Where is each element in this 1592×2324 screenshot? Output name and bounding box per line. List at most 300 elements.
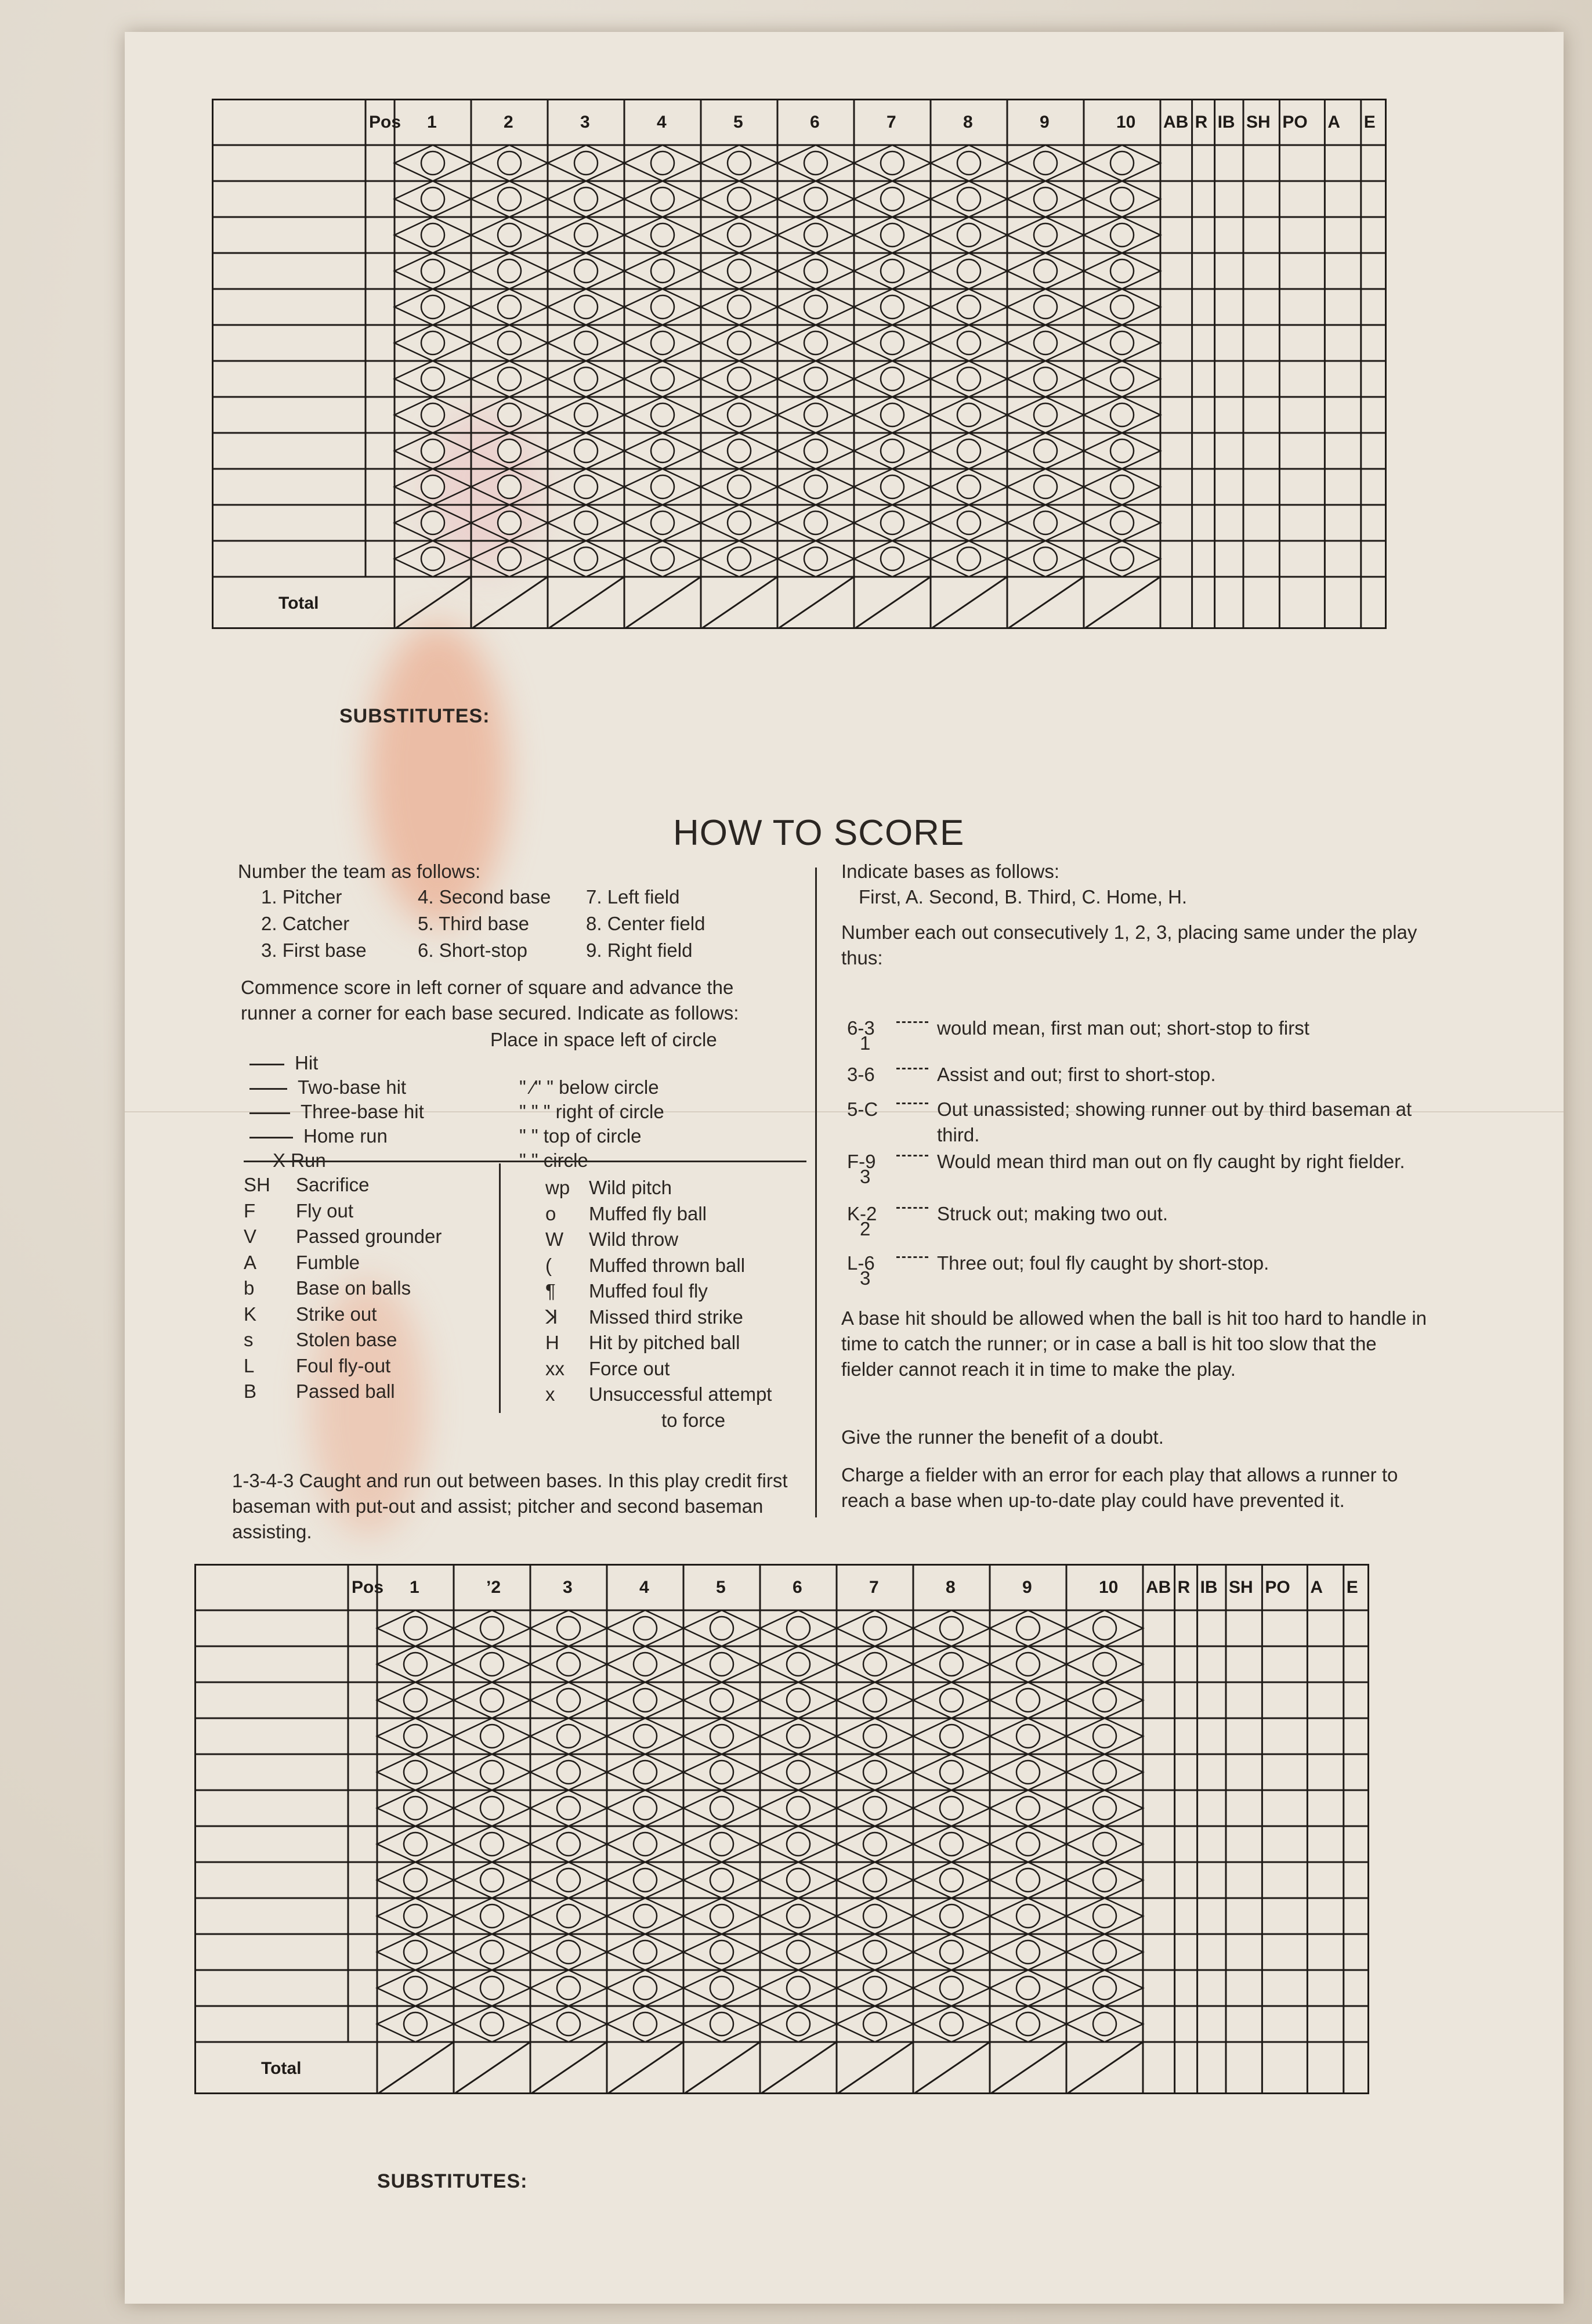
abbrev-meaning: Muffed foul fly — [589, 1280, 708, 1302]
position-item: 4. Second base — [418, 886, 551, 908]
stat-header: IB — [1200, 1578, 1218, 1597]
play-circle — [1034, 511, 1057, 534]
play-circle — [710, 1976, 733, 2000]
play-circle — [404, 1976, 427, 2000]
play-circle — [804, 403, 827, 427]
stat-header: E — [1346, 1578, 1358, 1597]
play-circle — [1093, 1653, 1116, 1676]
example-dashes — [896, 1155, 928, 1156]
play-circle — [480, 1976, 504, 2000]
play-circle — [863, 1940, 887, 1964]
play-circle — [634, 1833, 657, 1856]
hit-header-right: Place in space left of circle — [490, 1029, 717, 1050]
stat-header: PO — [1282, 113, 1308, 132]
bases-list: First, A. Second, B. Third, C. Home, H. — [859, 886, 1188, 908]
play-circle — [651, 223, 674, 247]
play-circle — [1110, 367, 1134, 391]
play-circle — [710, 1833, 733, 1856]
inning-header: 7 — [887, 113, 896, 132]
play-circle — [1093, 1976, 1116, 2000]
stat-header: E — [1363, 113, 1376, 132]
play-circle — [940, 1797, 963, 1820]
play-circle — [404, 1689, 427, 1712]
substitutes-label-bottom: SUBSTITUTES: — [377, 2170, 528, 2192]
play-circle — [728, 331, 751, 355]
play-circle — [574, 547, 598, 570]
abbrev-code: o — [545, 1202, 556, 1224]
position-item: 1. Pitcher — [261, 886, 342, 908]
play-circle — [957, 511, 980, 534]
play-circle — [1034, 547, 1057, 570]
play-circle — [1093, 1689, 1116, 1712]
abbrev-code: A — [244, 1251, 257, 1273]
play-circle — [940, 1904, 963, 1928]
play-circle — [787, 1617, 810, 1640]
play-circle — [940, 1653, 963, 1676]
play-circle — [1016, 1653, 1040, 1676]
play-circle — [787, 1689, 810, 1712]
play-circle — [728, 439, 751, 462]
play-circle — [728, 547, 751, 570]
play-circle — [498, 187, 521, 211]
play-circle — [787, 1904, 810, 1928]
play-circle — [480, 1904, 504, 1928]
play-circle — [634, 1761, 657, 1784]
play-circle — [480, 1833, 504, 1856]
inning-header: 2 — [504, 113, 513, 132]
play-circle — [1034, 259, 1057, 283]
inning-header: 9 — [1022, 1578, 1032, 1597]
play-circle — [804, 439, 827, 462]
play-circle — [1110, 547, 1134, 570]
play-circle — [1093, 1725, 1116, 1748]
play-circle — [940, 1940, 963, 1964]
play-circle — [1110, 223, 1134, 247]
play-circle — [651, 439, 674, 462]
stat-header: IB — [1217, 113, 1235, 132]
total-diagonal — [454, 2042, 530, 2094]
play-circle — [651, 547, 674, 570]
play-circle — [634, 1940, 657, 1964]
play-circle — [574, 295, 598, 319]
play-circle — [710, 1868, 733, 1892]
caught-note: 1-3-4-3 Caught and run out between bases. In this play credit first baseman with put-out and assist; pitcher and second baseman assisting. — [232, 1470, 788, 1542]
play-circle — [1016, 1833, 1040, 1856]
play-circle — [804, 223, 827, 247]
play-circle — [940, 1833, 963, 1856]
play-circle — [557, 1617, 580, 1640]
inning-header: 4 — [657, 113, 667, 132]
position-item: 2. Catcher — [261, 913, 350, 934]
play-circle — [728, 511, 751, 534]
abbrev-meaning: Unsuccessful attempt — [589, 1383, 772, 1405]
play-circle — [404, 1868, 427, 1892]
play-circle — [1016, 1689, 1040, 1712]
stat-header: R — [1195, 113, 1208, 132]
position-item: 6. Short-stop — [418, 939, 527, 961]
abbrev-meaning: Force out — [589, 1357, 670, 1379]
inning-header: 5 — [733, 113, 743, 132]
play-circle — [957, 403, 980, 427]
abbrev-meaning: Muffed thrown ball — [589, 1254, 746, 1276]
abbrev-code: wp — [545, 1177, 570, 1198]
example-code: 5-C — [847, 1098, 878, 1120]
play-circle — [574, 259, 598, 283]
play-circle — [1093, 1833, 1116, 1856]
play-circle — [787, 1653, 810, 1676]
play-circle — [557, 1797, 580, 1820]
play-circle — [787, 1797, 810, 1820]
play-circle — [863, 1617, 887, 1640]
inning-header: 1 — [427, 113, 437, 132]
example-code: K-2 — [847, 1203, 877, 1224]
play-circle — [574, 403, 598, 427]
play-circle — [634, 1904, 657, 1928]
play-circle — [557, 1940, 580, 1964]
play-circle — [863, 1761, 887, 1784]
play-circle — [1034, 475, 1057, 498]
stat-header: PO — [1265, 1578, 1290, 1597]
bases-intro: Indicate bases as follows: — [841, 861, 1060, 882]
stat-header: AB — [1163, 113, 1189, 132]
abbrev-code: b — [244, 1277, 255, 1299]
play-circle — [957, 187, 980, 211]
play-circle — [804, 547, 827, 570]
play-circle — [863, 1689, 887, 1712]
play-circle — [404, 1725, 427, 1748]
play-circle — [557, 1725, 580, 1748]
hit-type: Three-base hit — [249, 1099, 424, 1125]
commence-note: Commence score in left corner of square and advance the runner a corner for each base secured. Indicate as follows: — [241, 977, 739, 1024]
play-circle — [651, 475, 674, 498]
play-circle — [480, 1653, 504, 1676]
total-diagonal — [530, 2042, 607, 2094]
inning-header: 3 — [580, 113, 590, 132]
play-circle — [863, 1976, 887, 2000]
play-circle — [787, 1976, 810, 2000]
play-circle — [804, 259, 827, 283]
play-circle — [881, 259, 904, 283]
play-circle — [710, 1904, 733, 1928]
play-circle — [787, 1940, 810, 1964]
play-circle — [1016, 1940, 1040, 1964]
play-circle — [728, 187, 751, 211]
play-circle — [710, 1761, 733, 1784]
abbrev-meaning: Passed grounder — [296, 1226, 442, 1247]
play-circle — [940, 1689, 963, 1712]
abbrev-code: xx — [545, 1357, 565, 1379]
abbrev-code: F — [244, 1199, 256, 1221]
abbrev-meaning: Sacrifice — [296, 1174, 370, 1195]
play-circle — [881, 511, 904, 534]
play-circle — [1110, 295, 1134, 319]
play-circle — [498, 259, 521, 283]
example-code: 3-6 — [847, 1064, 875, 1085]
total-diagonal — [701, 577, 777, 629]
play-circle — [957, 475, 980, 498]
position-item: 8. Center field — [586, 913, 705, 934]
inning-header: 10 — [1116, 113, 1136, 132]
play-circle — [863, 2012, 887, 2036]
example-code: L-6 — [847, 1252, 875, 1274]
play-circle — [574, 187, 598, 211]
play-circle — [480, 1725, 504, 1748]
out-intro: Number each out consecutively 1, 2, 3, placing same under the play thus: — [841, 921, 1417, 968]
play-circle — [498, 295, 521, 319]
inning-header: 6 — [810, 113, 820, 132]
play-circle — [1093, 1617, 1116, 1640]
total-diagonal — [377, 2042, 454, 2094]
stat-header: AB — [1146, 1578, 1171, 1597]
inning-header: 1 — [410, 1578, 419, 1597]
play-circle — [574, 151, 598, 175]
inning-header: 4 — [639, 1578, 649, 1597]
abbrev-meaning: Hit by pitched ball — [589, 1332, 740, 1353]
play-circle — [957, 259, 980, 283]
abbrev-meaning: Wild throw — [589, 1228, 679, 1250]
play-circle — [1110, 439, 1134, 462]
total-diagonal — [683, 2042, 760, 2094]
inning-header: 5 — [716, 1578, 726, 1597]
play-circle — [404, 1904, 427, 1928]
play-circle — [881, 151, 904, 175]
play-circle — [728, 151, 751, 175]
example-dashes — [896, 1103, 928, 1104]
play-circle — [574, 223, 598, 247]
example-dashes — [896, 1256, 928, 1258]
play-circle — [863, 1797, 887, 1820]
inning-header: 8 — [963, 113, 973, 132]
inning-header: 8 — [946, 1578, 956, 1597]
play-circle — [421, 223, 444, 247]
play-circle — [651, 295, 674, 319]
total-diagonal — [1084, 577, 1160, 629]
play-circle — [498, 151, 521, 175]
abbrev-code: ¶ — [545, 1280, 556, 1302]
abbrev-code: s — [244, 1329, 254, 1350]
play-circle — [557, 1833, 580, 1856]
play-circle — [634, 2012, 657, 2036]
play-circle — [651, 403, 674, 427]
inning-header: 9 — [1040, 113, 1050, 132]
abbrev-code: ꓘ — [545, 1306, 558, 1328]
play-circle — [1110, 475, 1134, 498]
play-circle — [804, 151, 827, 175]
play-circle — [1034, 403, 1057, 427]
scorecard-bottom — [194, 1564, 1369, 2094]
play-circle — [957, 223, 980, 247]
play-circle — [557, 1689, 580, 1712]
scorecard-grid-bottom — [194, 1564, 1369, 2094]
play-circle — [957, 367, 980, 391]
total-diagonal — [990, 2042, 1066, 2094]
abbrev-meaning: Strike out — [296, 1303, 377, 1325]
play-circle — [1093, 1904, 1116, 1928]
total-diagonal — [395, 577, 471, 629]
play-circle — [1016, 1617, 1040, 1640]
stat-header: SH — [1246, 113, 1271, 132]
abbrev-meaning: Stolen base — [296, 1329, 397, 1350]
hit-placement: " " circle — [519, 1150, 588, 1171]
inning-header: 10 — [1099, 1578, 1119, 1597]
play-circle — [1110, 403, 1134, 427]
play-circle — [1034, 187, 1057, 211]
play-circle — [863, 1868, 887, 1892]
example-out-number: 2 — [860, 1218, 871, 1239]
play-circle — [480, 1761, 504, 1784]
play-circle — [728, 367, 751, 391]
abbrev-code: x — [545, 1383, 555, 1405]
substitutes-label-top: SUBSTITUTES: — [339, 705, 490, 727]
play-circle — [1016, 2012, 1040, 2036]
hit-type: X Run — [273, 1150, 326, 1171]
play-circle — [804, 475, 827, 498]
play-circle — [881, 475, 904, 498]
stat-header: R — [1177, 1578, 1191, 1597]
play-circle — [574, 475, 598, 498]
inning-header: ’2 — [486, 1578, 501, 1597]
play-circle — [957, 295, 980, 319]
play-circle — [1110, 511, 1134, 534]
play-circle — [881, 295, 904, 319]
play-circle — [863, 1904, 887, 1928]
total-diagonal — [624, 577, 701, 629]
play-circle — [881, 547, 904, 570]
play-circle — [787, 1725, 810, 1748]
play-circle — [728, 259, 751, 283]
play-circle — [1110, 187, 1134, 211]
play-circle — [404, 1761, 427, 1784]
total-diagonal — [931, 577, 1007, 629]
play-circle — [574, 331, 598, 355]
play-circle — [651, 331, 674, 355]
abbrev-code: SH — [244, 1174, 270, 1195]
abbrev-meaning: Base on balls — [296, 1277, 411, 1299]
play-circle — [634, 1797, 657, 1820]
play-circle — [1093, 1761, 1116, 1784]
play-circle — [404, 1797, 427, 1820]
play-circle — [634, 1868, 657, 1892]
play-circle — [1016, 1725, 1040, 1748]
play-circle — [1093, 1940, 1116, 1964]
play-circle — [421, 331, 444, 355]
play-circle — [863, 1833, 887, 1856]
play-circle — [881, 331, 904, 355]
play-circle — [957, 331, 980, 355]
pos-header: Pos — [352, 1578, 384, 1597]
play-circle — [634, 1725, 657, 1748]
play-circle — [498, 547, 521, 570]
play-circle — [1034, 223, 1057, 247]
play-circle — [498, 511, 521, 534]
stat-header: A — [1310, 1578, 1323, 1597]
play-circle — [651, 151, 674, 175]
play-circle — [651, 259, 674, 283]
how-to-score-title: HOW TO SCORE — [673, 813, 965, 853]
play-circle — [728, 295, 751, 319]
play-circle — [881, 403, 904, 427]
play-circle — [421, 295, 444, 319]
play-circle — [1093, 1868, 1116, 1892]
total-diagonal — [548, 577, 624, 629]
abbrev-code: K — [244, 1303, 257, 1325]
play-circle — [421, 511, 444, 534]
total-diagonal — [607, 2042, 683, 2094]
abbrev-meaning: Passed ball — [296, 1380, 395, 1402]
play-circle — [1093, 2012, 1116, 2036]
play-circle — [787, 2012, 810, 2036]
play-circle — [881, 187, 904, 211]
stat-header: SH — [1229, 1578, 1253, 1597]
abbrev-meaning: Missed third strike — [589, 1306, 743, 1328]
abbrev-code: W — [545, 1228, 564, 1250]
play-circle — [804, 331, 827, 355]
hit-placement: " ⁄" " below circle — [519, 1076, 659, 1098]
play-circle — [1034, 331, 1057, 355]
play-circle — [404, 1833, 427, 1856]
abbrev-meaning: Fumble — [296, 1251, 360, 1273]
play-circle — [1016, 1761, 1040, 1784]
abbrev-meaning: to force — [661, 1409, 726, 1431]
abbrev-code: B — [244, 1380, 257, 1402]
play-circle — [940, 2012, 963, 2036]
play-circle — [1016, 1904, 1040, 1928]
play-circle — [404, 2012, 427, 2036]
play-circle — [557, 2012, 580, 2036]
play-circle — [804, 511, 827, 534]
pos-header: Pos — [369, 113, 401, 132]
example-text: Struck out; making two out. — [937, 1203, 1168, 1224]
play-circle — [651, 187, 674, 211]
abbrev-meaning: Muffed fly ball — [589, 1202, 707, 1224]
play-circle — [710, 1940, 733, 1964]
example-text: Three out; foul fly caught by short-stop. — [937, 1252, 1269, 1274]
play-circle — [480, 1617, 504, 1640]
abbrev-meaning: Foul fly-out — [296, 1354, 391, 1376]
play-circle — [710, 1725, 733, 1748]
play-circle — [651, 367, 674, 391]
position-item: 7. Left field — [586, 886, 680, 908]
play-circle — [1034, 367, 1057, 391]
example-text: would mean, first man out; short-stop to first — [937, 1017, 1309, 1039]
base-hit-note: A base hit should be allowed when the ball is hit too hard to handle in time to catch the runner; or in case a ball is hit too slow that the fielder cannot reach it in time to make the play. — [841, 1307, 1427, 1380]
play-circle — [881, 439, 904, 462]
play-circle — [1110, 259, 1134, 283]
play-circle — [1034, 439, 1057, 462]
play-circle — [404, 1653, 427, 1676]
total-diagonal — [1007, 577, 1084, 629]
play-circle — [480, 1689, 504, 1712]
play-circle — [574, 511, 598, 534]
abbrev-code: H — [545, 1332, 559, 1353]
play-circle — [710, 1689, 733, 1712]
play-circle — [940, 1761, 963, 1784]
play-circle — [421, 259, 444, 283]
play-circle — [804, 187, 827, 211]
play-circle — [480, 2012, 504, 2036]
play-circle — [498, 367, 521, 391]
inning-header: 6 — [793, 1578, 802, 1597]
play-circle — [957, 547, 980, 570]
abbrev-code: ( — [545, 1254, 552, 1276]
play-circle — [710, 1797, 733, 1820]
inning-header: 3 — [563, 1578, 573, 1597]
play-circle — [940, 1725, 963, 1748]
play-circle — [957, 439, 980, 462]
benefit-note: Give the runner the benefit of a doubt. — [841, 1426, 1164, 1448]
play-circle — [1110, 151, 1134, 175]
play-circle — [804, 367, 827, 391]
